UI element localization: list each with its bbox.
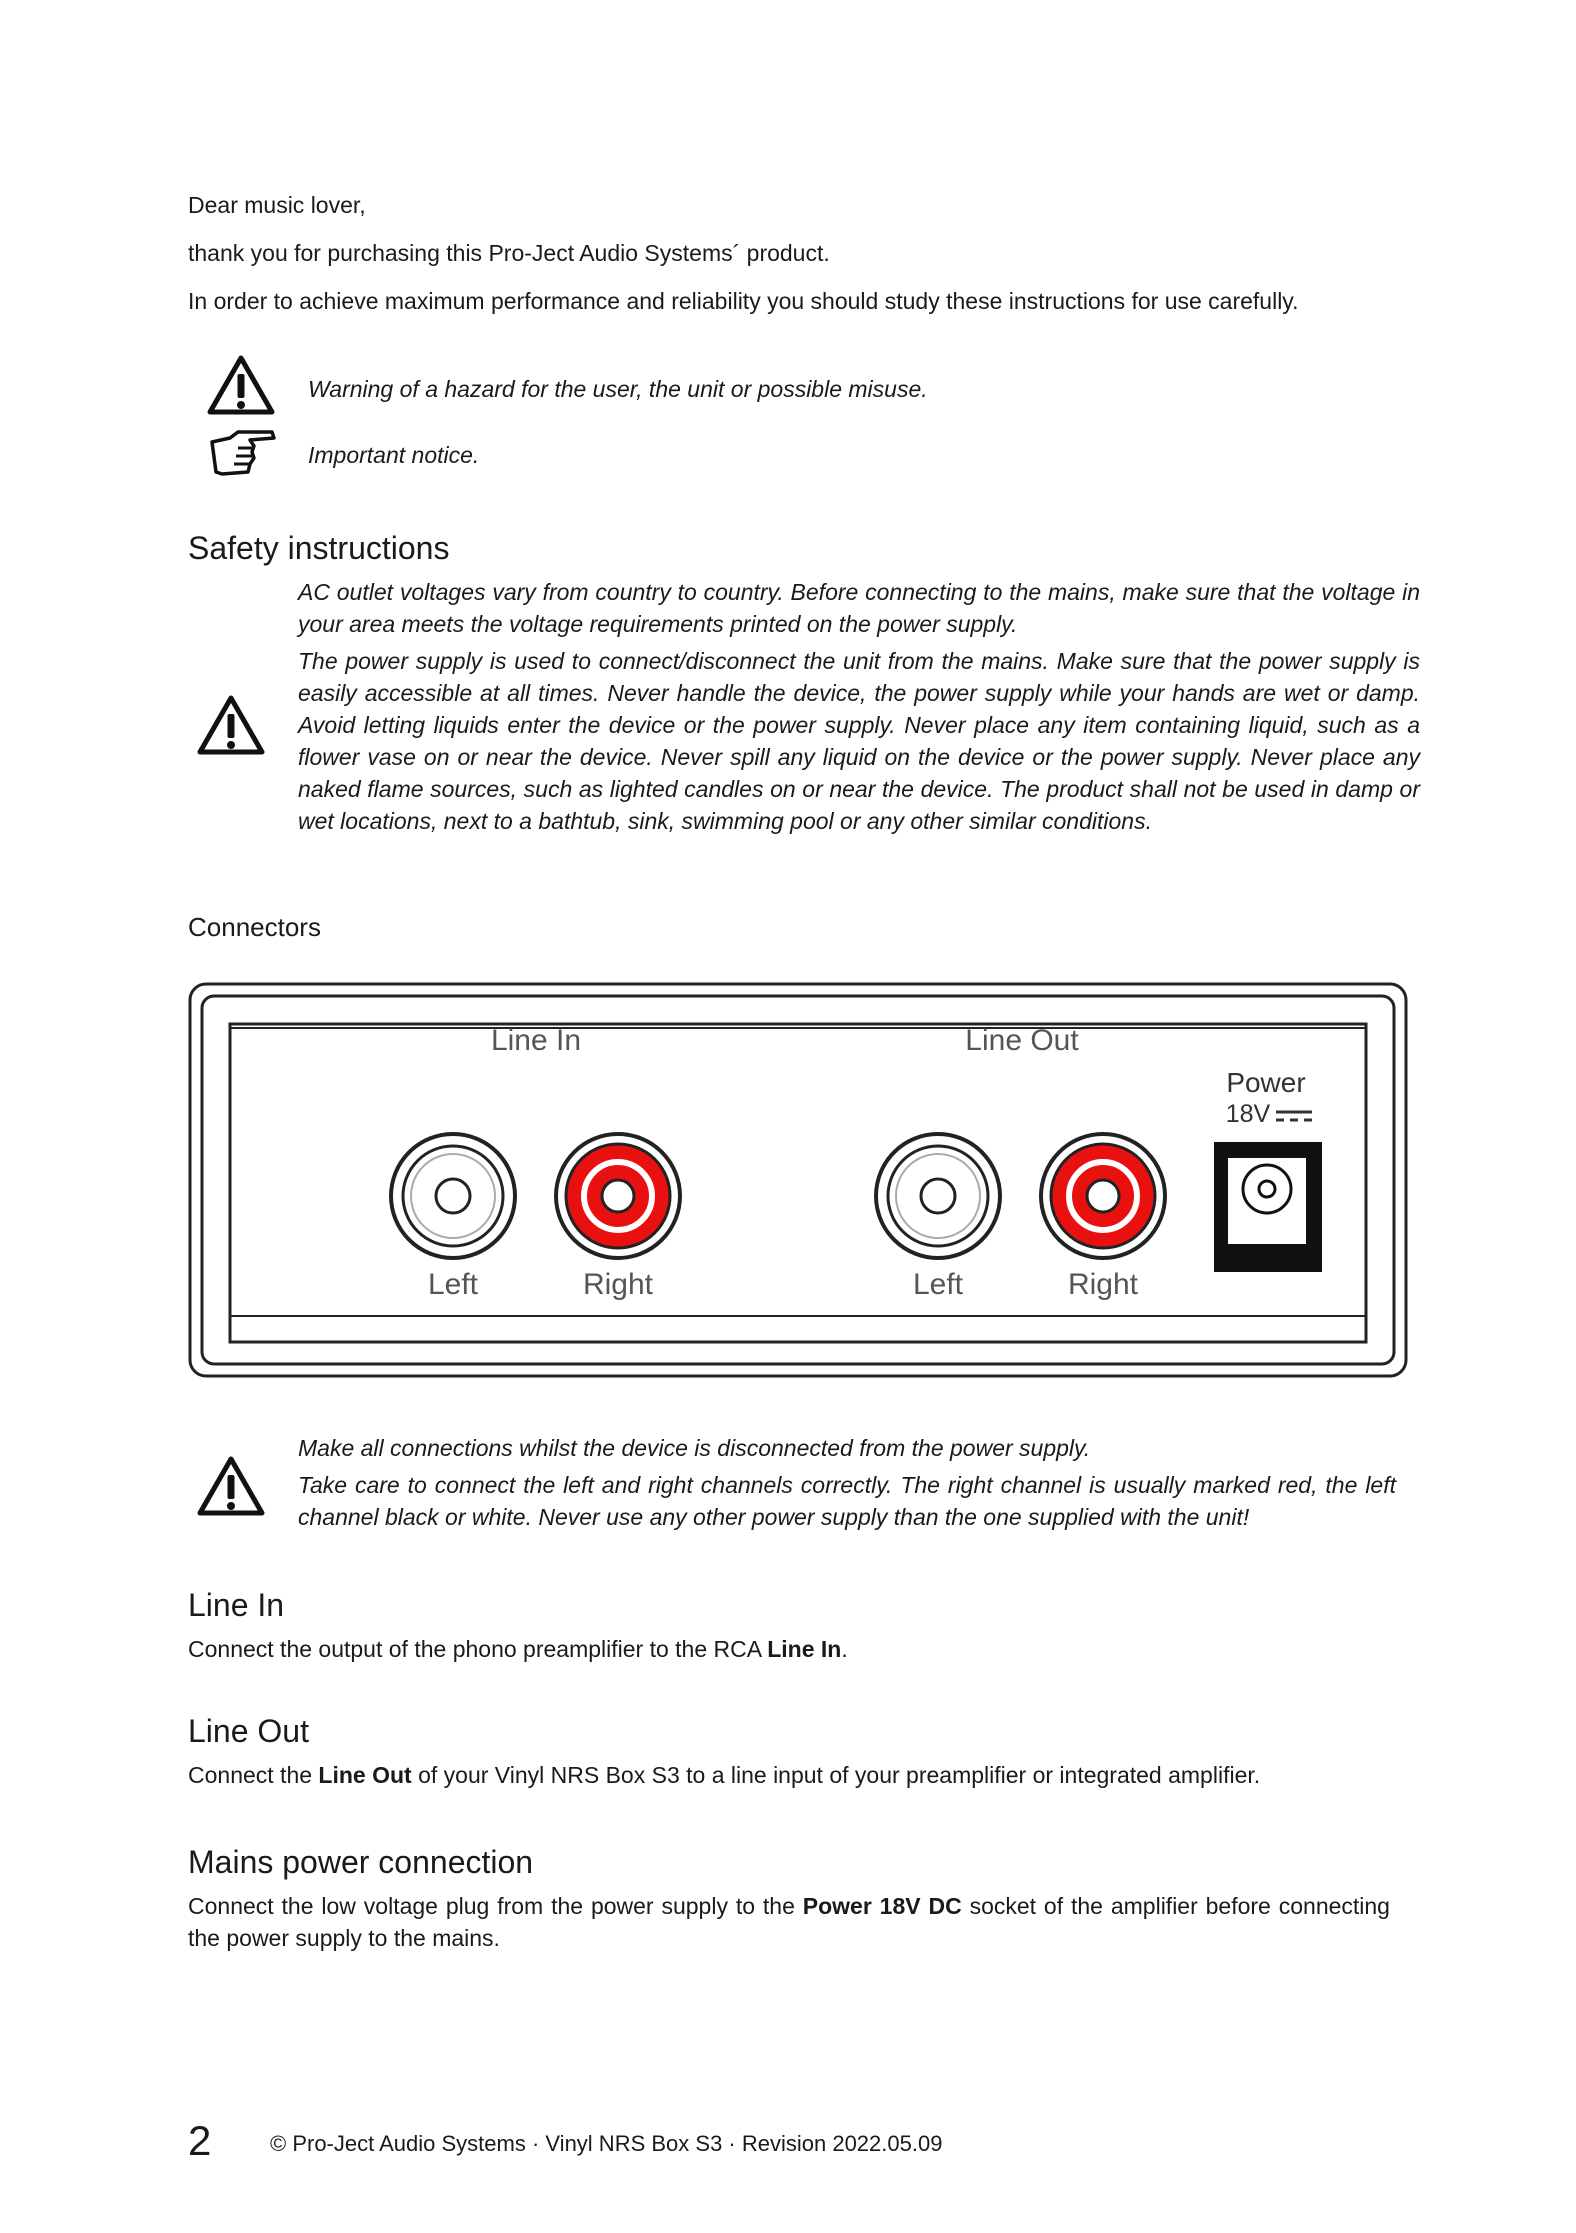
notice-legend-text: Important notice. (308, 442, 480, 468)
line-in-text: Connect the output of the phono preamplifier to the RCA Line In. (188, 1636, 848, 1662)
mains-heading: Mains power connection (188, 1844, 534, 1880)
line-out-heading: Line Out (188, 1713, 309, 1749)
power-socket (1214, 1142, 1322, 1272)
warning-icon (206, 354, 276, 416)
power-label: Power (1226, 1067, 1306, 1098)
pointing-hand-icon (208, 428, 278, 478)
connection-warning-1: Make all connections whilst the device is disconnected from the power supply. (298, 1435, 1091, 1461)
mains-text: Connect the low voltage plug from the power supply to the Power 18V DC socket of the amplifier before connecting the power supply to the mains. (188, 1893, 1390, 1951)
line-in-right-jack (556, 1134, 680, 1258)
line-in-heading: Line In (188, 1587, 285, 1623)
voltage-label: 18V (1225, 1100, 1271, 1128)
warning-icon (196, 1455, 266, 1517)
thanks-text: thank you for purchasing this Pro-Ject Audio Systems´ product. (188, 240, 830, 266)
footer-text: © Pro-Ject Audio Systems · Vinyl NRS Box S3 · Revision 2022.05.09 (270, 2131, 943, 2156)
line-in-left-jack (391, 1134, 515, 1258)
line-in-right-label: Right (582, 1268, 654, 1301)
greeting: Dear music lover, (188, 192, 366, 218)
line-out-left-label: Left (912, 1268, 964, 1301)
warning-legend-text: Warning of a hazard for the user, the unit or possible misuse. (308, 376, 928, 402)
line-out-right-label: Right (1067, 1268, 1139, 1301)
page-number: 2 (188, 2117, 212, 2164)
dc-symbol-icon (1276, 1112, 1312, 1120)
connectors-heading: Connectors (188, 912, 321, 942)
safety-para-2: The power supply is used to connect/disconnect the unit from the mains. Make sure that the power supply is easily accessible at all times. Never handle the device, the power supply while your hands are wet or damp. Avoid letting liquids enter the device or the power supply. Never place any item containing liquid, such as a flower vase on or near the device. Never spill any liquid on the device or the power supply. Never place any naked flame sources, such as lighted candles on or near the device. The product shall not be used in damp or wet locations, next to a bathtub, sink, swimming pool or any other similar conditions. (298, 648, 1420, 834)
warning-icon (196, 694, 266, 756)
line-out-right-jack (1041, 1134, 1165, 1258)
line-out-text: Connect the Line Out of your Vinyl NRS Box S3 to a line input of your preamplifier or integrated amplifier. (188, 1762, 1261, 1788)
safety-heading: Safety instructions (188, 530, 450, 566)
connector-panel-diagram (188, 982, 1408, 1380)
line-out-left-jack (876, 1134, 1000, 1258)
line-in-left-label: Left (427, 1268, 479, 1301)
line-out-label: Line Out (965, 1024, 1079, 1057)
line-in-label: Line In (490, 1024, 582, 1057)
instructions-text: In order to achieve maximum performance and reliability you should study these instructions for use carefully. (188, 288, 1299, 314)
safety-para-1: AC outlet voltages vary from country to country. Before connecting to the mains, make sure that the voltage in your area meets the voltage requirements printed on the power supply. (298, 579, 1420, 637)
connection-warning-2: Take care to connect the left and right channels correctly. The right channel is usually marked red, the left channel black or white. Never use any other power supply than the one supplied with the unit! (298, 1472, 1396, 1530)
